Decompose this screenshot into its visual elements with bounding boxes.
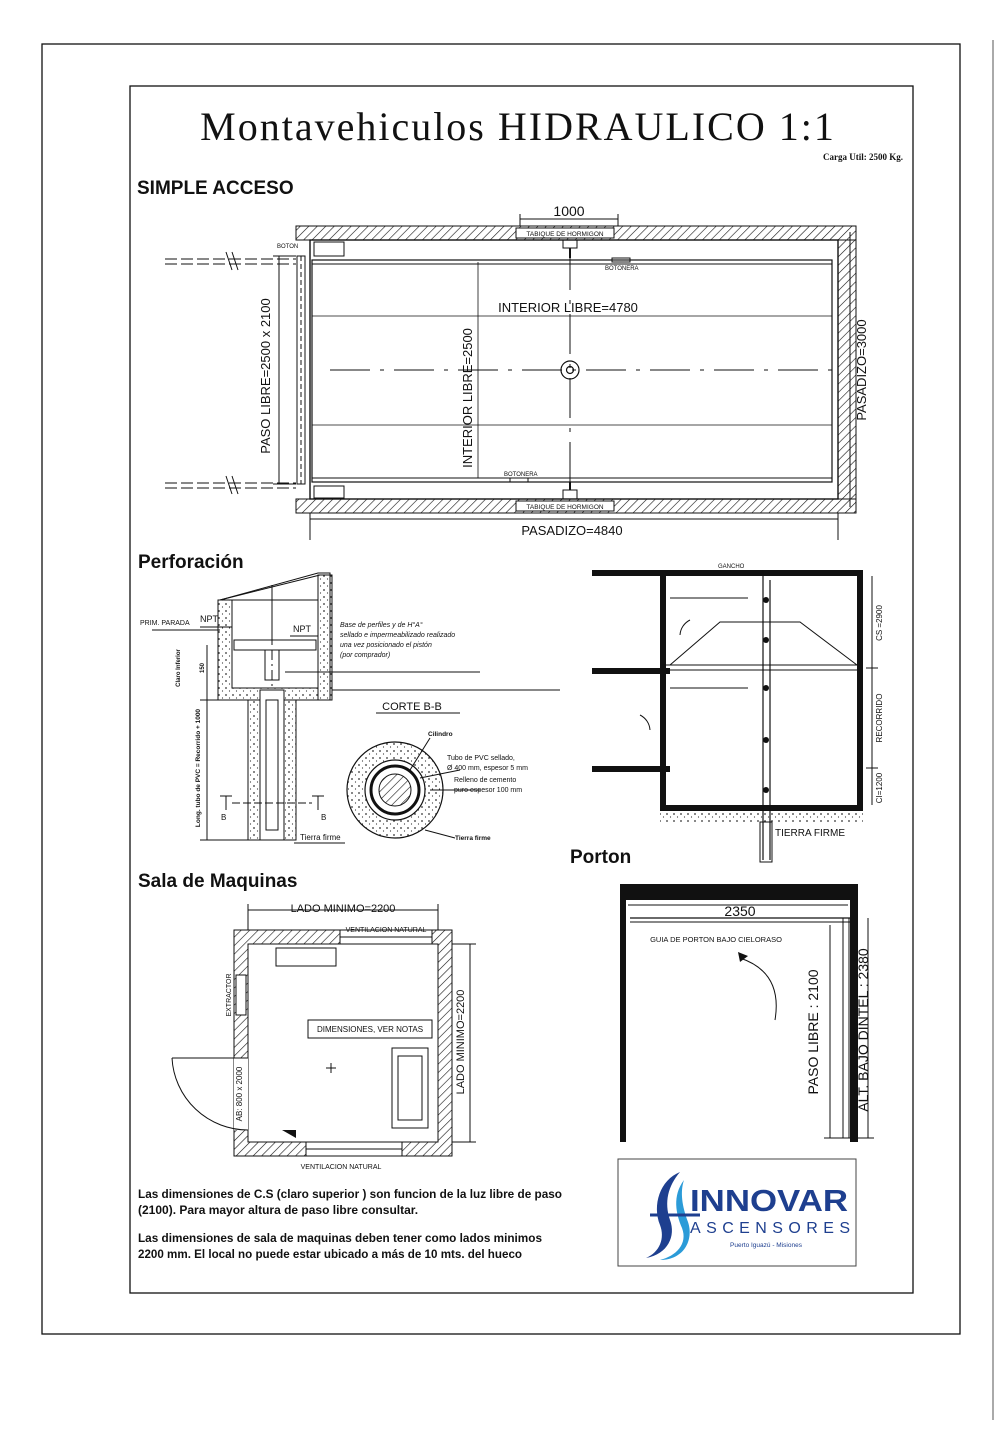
paso-libre-porton: PASO LIBRE : 2100 [805, 969, 821, 1095]
cs-dimension: CS =2900 [875, 605, 884, 641]
relleno-line-2: puro espesor 100 mm [454, 787, 523, 794]
gate-elevation [620, 884, 874, 1142]
corte-b-b-title: CORTE B-B [382, 701, 442, 713]
dim-1000: 1000 [553, 203, 585, 219]
porton-heading: Porton [570, 847, 632, 868]
tubo-line-1: Tubo de PVC sellado, [447, 755, 515, 762]
guia-porton-label: GUIA DE PORTON BAJO CIELORASO [650, 935, 782, 944]
claro-inferior-label: Claro Inferior [176, 649, 182, 687]
load-capacity: Carga Util: 2500 Kg. [823, 152, 903, 162]
tierra-firme-corte-label: Tierra firme [455, 835, 491, 842]
dim-2350: 2350 [724, 903, 756, 919]
note-line-sala-1: Las dimensiones de sala de maquinas deben tener como lados minimos [138, 1231, 543, 1245]
corte-b-b-detail [347, 713, 480, 838]
note-line-1: Base de perfiles y de H°A° [340, 622, 423, 629]
tubo-line-2: Ø 400 mm, espesor 5 mm [447, 765, 528, 772]
note-line-3: una vez posicionado el pistón [340, 642, 432, 649]
note-line-cs-1: Las dimensiones de C.S (claro superior ) son funcion de la luz libre de paso [138, 1187, 562, 1201]
npt-label-2: NPT [293, 624, 311, 634]
ventilacion-top-label: VENTILACION NATURAL [345, 927, 427, 934]
innovar-brand: INNOVAR [690, 1183, 848, 1218]
note-line-sala-2: 2200 mm. El local no puede estar ubicado a más de 10 mts. del hueco [138, 1247, 522, 1261]
relleno-line-1: Relleno de cemento [454, 777, 517, 784]
sala-maquinas-heading: Sala de Maquinas [138, 871, 298, 892]
alt-bajo-dintel: ALT. BAJO DINTEL : 2380 [855, 948, 871, 1112]
ventilacion-bottom-label: VENTILACION NATURAL [300, 1164, 382, 1171]
dim-150: 150 [200, 662, 206, 674]
npt-label-1: NPT [200, 614, 218, 624]
interior-libre-length: INTERIOR LIBRE=4780 [498, 300, 638, 315]
lado-minimo-horizontal: LADO MINIMO=2200 [290, 903, 396, 915]
ci-dimension: CI=1200 [875, 772, 884, 804]
section-b-left: B [221, 813, 227, 822]
tierra-firme-section-label: TIERRA FIRME [775, 828, 846, 839]
innovar-location: Puerto Iguazú - Misiones [730, 1242, 802, 1249]
simple-acceso-heading: SIMPLE ACCESO [137, 178, 294, 199]
tierra-firme-label: Tierra firme [300, 833, 341, 842]
lado-minimo-vertical: LADO MINIMO=2200 [455, 989, 467, 1095]
extractor-label: EXTRACTOR [226, 973, 233, 1017]
pvc-length-label: Long. tubo de PVC = Recorrido + 1000 [195, 708, 202, 828]
innovar-sub: ASCENSORES [690, 1220, 850, 1237]
tabique-top-label: TABIQUE DE HORMIGON [526, 231, 604, 238]
pasadizo-width: PASADIZO=3000 [854, 319, 869, 421]
perforacion-heading: Perforación [138, 552, 244, 573]
note-line-4: (por comprador) [340, 652, 391, 659]
section-b-right: B [321, 813, 327, 822]
boton-label: BOTON [277, 244, 299, 250]
pasadizo-length: PASADIZO=4840 [521, 523, 623, 538]
paso-libre-dimension: PASO LIBRE=2500 x 2100 [258, 298, 273, 454]
door-dimension: AB: 800 x 2000 [235, 1066, 244, 1122]
gancho-label: GANCHO [718, 564, 745, 570]
dimensiones-note: DIMENSIONES, VER NOTAS [316, 1025, 424, 1034]
recorrido-dimension: RECORRIDO [875, 693, 884, 743]
page-title: Montavehiculos HIDRAULICO 1:1 [200, 104, 836, 149]
tabique-bottom-label: TABIQUE DE HORMIGON [526, 504, 604, 511]
botonera-top-label: BOTONERA [605, 266, 639, 272]
note-line-2: sellado e impermeabilizado realizado [340, 632, 456, 639]
cilindro-label: Cilindro [428, 731, 453, 738]
prim-parada-label: PRIM. PARADA [140, 620, 190, 627]
note-line-cs-2: (2100). Para mayor altura de paso libre consultar. [138, 1203, 419, 1217]
shaft-section-view [592, 570, 878, 862]
botonera-bottom-label: BOTONERA [504, 472, 538, 478]
interior-libre-width: INTERIOR LIBRE=2500 [460, 328, 475, 468]
